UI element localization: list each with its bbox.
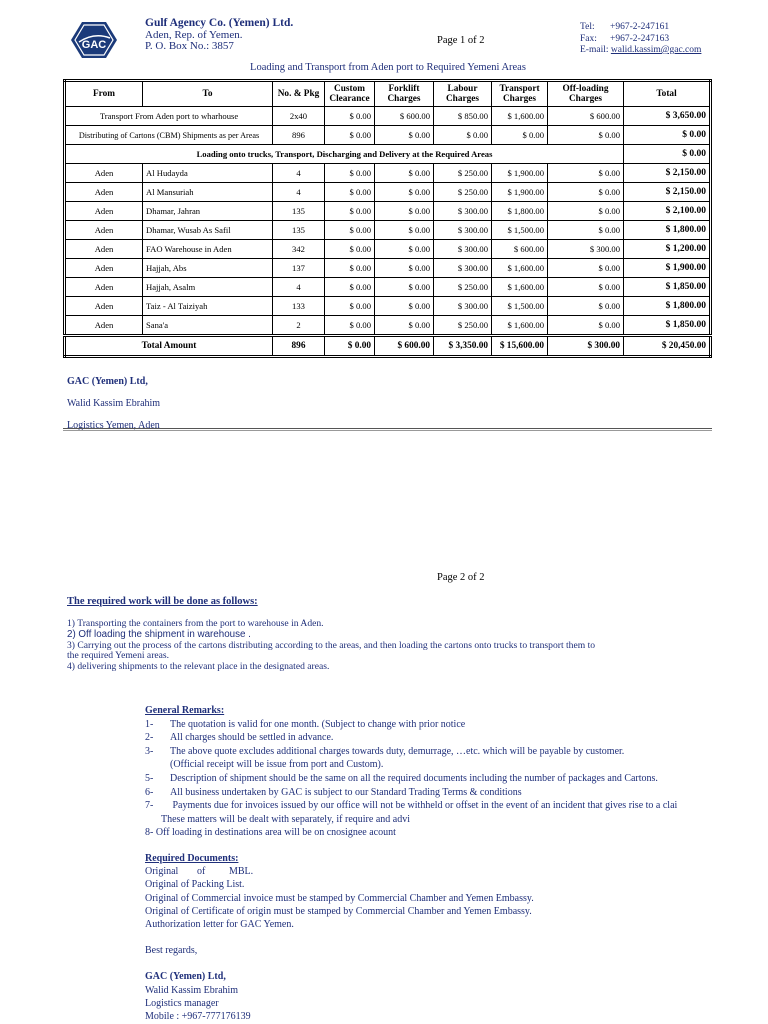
header-custom: Custom Clearance bbox=[325, 81, 375, 107]
row-pkg: 896 bbox=[273, 126, 325, 145]
total-forklift: $ 600.00 bbox=[375, 336, 434, 357]
cell-offload: $ 300.00 bbox=[548, 240, 624, 259]
quote-table bbox=[63, 79, 712, 358]
cell-forklift: $ 0.00 bbox=[375, 240, 434, 259]
page-number: Page 1 of 2 bbox=[437, 35, 485, 46]
remark-continuation: These matters will be dealt with separately, if require and advi bbox=[161, 813, 410, 825]
total-pkg: 896 bbox=[273, 336, 325, 357]
row-labour: $ 850.00 bbox=[434, 107, 492, 126]
header-from: From bbox=[65, 81, 143, 107]
cell-labour: $ 300.00 bbox=[434, 202, 492, 221]
header-forklift: Forklift Charges bbox=[375, 81, 434, 107]
cell-custom: $ 0.00 bbox=[325, 259, 375, 278]
table-row bbox=[65, 202, 711, 221]
section-label: Loading onto trucks, Transport, Discharging and Delivery at the Required Areas bbox=[65, 145, 624, 164]
doc-item: Authorization letter for GAC Yemen. bbox=[145, 919, 294, 931]
cell-pkg: 342 bbox=[273, 240, 325, 259]
cell-custom: $ 0.00 bbox=[325, 221, 375, 240]
remark-item-8: 8- Off loading in destinations area will be on cnosignee acount bbox=[145, 827, 396, 839]
cell-forklift: $ 0.00 bbox=[375, 259, 434, 278]
document-title: Loading and Transport from Aden port to Required Yemeni Areas bbox=[250, 62, 526, 73]
cell-transport: $ 1,500.00 bbox=[492, 221, 548, 240]
cell-labour: $ 300.00 bbox=[434, 259, 492, 278]
work-item: 4) delivering shipments to the relevant place in the designated areas. bbox=[67, 661, 330, 673]
work-item: 2) Off loading the shipment in warehouse . bbox=[67, 628, 251, 640]
row-labour: $ 0.00 bbox=[434, 126, 492, 145]
cell-custom: $ 0.00 bbox=[325, 240, 375, 259]
cell-from: Aden bbox=[65, 240, 143, 259]
header-labour: Labour Charges bbox=[434, 81, 492, 107]
cell-transport: $ 600.00 bbox=[492, 240, 548, 259]
cell-to: Taiz - Al Taiziyah bbox=[143, 297, 273, 316]
cell-total: $ 2,150.00 bbox=[624, 164, 711, 183]
cell-to: Dhamar, Jahran bbox=[143, 202, 273, 221]
cell-total: $ 1,850.00 bbox=[624, 316, 711, 336]
row-total: $ 3,650.00 bbox=[624, 107, 711, 126]
cell-forklift: $ 0.00 bbox=[375, 202, 434, 221]
cell-transport: $ 1,600.00 bbox=[492, 259, 548, 278]
work-item: 3) Carrying out the process of the cartons distributing according to the areas, and then loading the cartons onto trucks to transport them to bbox=[67, 639, 596, 651]
logo-text: GAC bbox=[81, 39, 107, 51]
cell-total: $ 2,100.00 bbox=[624, 202, 711, 221]
total-labour: $ 3,350.00 bbox=[434, 336, 492, 357]
cell-total: $ 1,900.00 bbox=[624, 259, 711, 278]
cell-forklift: $ 0.00 bbox=[375, 278, 434, 297]
gac-logo bbox=[70, 20, 118, 60]
table-row bbox=[65, 164, 711, 183]
company-name: Gulf Agency Co. (Yemen) Ltd. bbox=[145, 17, 294, 29]
cell-transport: $ 1,900.00 bbox=[492, 183, 548, 202]
cell-offload: $ 0.00 bbox=[548, 202, 624, 221]
doc-item-mbl: Original of MBL. bbox=[145, 866, 254, 878]
cell-total: $ 1,800.00 bbox=[624, 221, 711, 240]
header-transport: Transport Charges bbox=[492, 81, 548, 107]
cell-total: $ 2,150.00 bbox=[624, 183, 711, 202]
cell-transport: $ 1,800.00 bbox=[492, 202, 548, 221]
table-row bbox=[65, 240, 711, 259]
cell-to: Sana'a bbox=[143, 316, 273, 336]
cell-from: Aden bbox=[65, 297, 143, 316]
cell-pkg: 135 bbox=[273, 221, 325, 240]
email-link[interactable]: walid.kassim@gac.com bbox=[610, 45, 702, 55]
company-address-1: Aden, Rep. of Yemen. bbox=[145, 29, 243, 41]
cell-pkg: 133 bbox=[273, 297, 325, 316]
tel-value: +967-2-247161 bbox=[610, 22, 670, 32]
row-total: $ 0.00 bbox=[624, 126, 711, 145]
table-row bbox=[65, 278, 711, 297]
docs-heading: Required Documents: bbox=[145, 853, 239, 864]
table-row bbox=[65, 183, 711, 202]
row-desc: Distributing of Cartons (CBM) Shipments as per Areas bbox=[65, 126, 273, 145]
cell-to: FAO Warehouse in Aden bbox=[143, 240, 273, 259]
sig-role: Logistics Yemen, Aden bbox=[67, 420, 160, 431]
cell-to: Dhamar, Wusab As Safil bbox=[143, 221, 273, 240]
work-item: the required Yemeni areas. bbox=[67, 650, 170, 662]
cell-forklift: $ 0.00 bbox=[375, 221, 434, 240]
cell-labour: $ 250.00 bbox=[434, 164, 492, 183]
cell-from: Aden bbox=[65, 316, 143, 336]
cell-offload: $ 0.00 bbox=[548, 297, 624, 316]
cell-from: Aden bbox=[65, 278, 143, 297]
contact-block bbox=[580, 22, 701, 57]
row-forklift: $ 0.00 bbox=[375, 126, 434, 145]
table-row bbox=[65, 316, 711, 336]
sig-company: GAC (Yemen) Ltd, bbox=[67, 376, 148, 387]
row-custom: $ 0.00 bbox=[325, 107, 375, 126]
sig-name: Walid Kassim Ebrahim bbox=[67, 398, 161, 409]
cell-to: Hajjah, Abs bbox=[143, 259, 273, 278]
cell-total: $ 1,200.00 bbox=[624, 240, 711, 259]
remark-item: 5- Description of shipment should be the same on all the required documents including the number of packages and Cartons. bbox=[145, 772, 658, 784]
header-offload: Off-loading Charges bbox=[548, 81, 624, 107]
total-custom: $ 0.00 bbox=[325, 336, 375, 357]
cell-custom: $ 0.00 bbox=[325, 202, 375, 221]
remark-item: 7- Payments due for invoices issued by our office will not be withheld or offset in the event of an incident that gives rise to a clai bbox=[145, 800, 678, 812]
cell-pkg: 4 bbox=[273, 183, 325, 202]
row-transport: $ 0.00 bbox=[492, 126, 548, 145]
table-row bbox=[65, 259, 711, 278]
cell-custom: $ 0.00 bbox=[325, 316, 375, 336]
work-item: 1) Transporting the containers from the port to warehouse in Aden. bbox=[67, 618, 324, 629]
doc-item: Original of Certificate of origin must be stamped by Commercial Chamber and Yemen Embassy. bbox=[145, 905, 532, 917]
fax-value: +967-2-247163 bbox=[610, 33, 670, 44]
table-header-row bbox=[65, 81, 711, 107]
cell-labour: $ 300.00 bbox=[434, 240, 492, 259]
cell-custom: $ 0.00 bbox=[325, 297, 375, 316]
remark-item: 2- All charges should be settled in advance. bbox=[145, 732, 334, 744]
cell-from: Aden bbox=[65, 183, 143, 202]
cell-pkg: 135 bbox=[273, 202, 325, 221]
cell-transport: $ 1,600.00 bbox=[492, 278, 548, 297]
cell-to: Hajjah, Asalm bbox=[143, 278, 273, 297]
cell-labour: $ 250.00 bbox=[434, 183, 492, 202]
cell-labour: $ 300.00 bbox=[434, 297, 492, 316]
cell-custom: $ 0.00 bbox=[325, 183, 375, 202]
cell-offload: $ 0.00 bbox=[548, 316, 624, 336]
cell-pkg: 4 bbox=[273, 278, 325, 297]
tel-label: Tel: bbox=[580, 22, 595, 32]
table-row-transport bbox=[65, 107, 711, 126]
cell-forklift: $ 0.00 bbox=[375, 297, 434, 316]
header-total: Total bbox=[624, 81, 711, 107]
cell-labour: $ 250.00 bbox=[434, 278, 492, 297]
doc-item: Original of Commercial invoice must be stamped by Commercial Chamber and Yemen Embassy. bbox=[145, 892, 534, 904]
company-block bbox=[145, 18, 293, 52]
total-label: Total Amount bbox=[65, 336, 273, 357]
cell-custom: $ 0.00 bbox=[325, 164, 375, 183]
cell-from: Aden bbox=[65, 202, 143, 221]
row-offload: $ 0.00 bbox=[548, 126, 624, 145]
email-label: E-mail: bbox=[580, 45, 609, 55]
cell-transport: $ 1,600.00 bbox=[492, 316, 548, 336]
sign-company: GAC (Yemen) Ltd, bbox=[145, 971, 226, 983]
cell-from: Aden bbox=[65, 221, 143, 240]
cell-to: Al Hudayda bbox=[143, 164, 273, 183]
cell-pkg: 2 bbox=[273, 316, 325, 336]
cell-offload: $ 0.00 bbox=[548, 183, 624, 202]
fax-label: Fax: bbox=[580, 33, 597, 44]
cell-offload: $ 0.00 bbox=[548, 259, 624, 278]
page-number-2: Page 2 of 2 bbox=[437, 572, 485, 583]
cell-to: Al Mansuriah bbox=[143, 183, 273, 202]
cell-offload: $ 0.00 bbox=[548, 278, 624, 297]
sign-role: Logistics manager bbox=[145, 997, 219, 1009]
table-section-row bbox=[65, 145, 711, 164]
row-pkg: 2x40 bbox=[273, 107, 325, 126]
cell-forklift: $ 0.00 bbox=[375, 164, 434, 183]
header-to: To bbox=[143, 81, 273, 107]
cell-offload: $ 0.00 bbox=[548, 164, 624, 183]
cell-labour: $ 300.00 bbox=[434, 221, 492, 240]
general-remarks bbox=[145, 704, 745, 840]
total-offload: $ 300.00 bbox=[548, 336, 624, 357]
remark-item: 1- The quotation is valid for one month. (Subject to change with prior notice bbox=[145, 718, 466, 730]
remark-item: 3- The above quote excludes additional charges towards duty, demurrage, …etc. which will be payable by customer. bbox=[145, 745, 625, 757]
cell-total: $ 1,800.00 bbox=[624, 297, 711, 316]
row-transport: $ 1,600.00 bbox=[492, 107, 548, 126]
table-row bbox=[65, 297, 711, 316]
doc-item: Original of Packing List. bbox=[145, 879, 245, 891]
row-custom: $ 0.00 bbox=[325, 126, 375, 145]
cell-pkg: 4 bbox=[273, 164, 325, 183]
required-documents bbox=[145, 852, 534, 1023]
remark-item: 6- All business undertaken by GAC is subject to our Standard Trading Terms & conditions bbox=[145, 786, 522, 798]
table-row bbox=[65, 221, 711, 240]
sign-mobile: Mobile : +967-777176139 bbox=[145, 1011, 251, 1023]
remark-item: (Official receipt will be issue from port and Custom). bbox=[170, 759, 384, 771]
cell-transport: $ 1,900.00 bbox=[492, 164, 548, 183]
divider bbox=[63, 428, 712, 431]
total-grand: $ 20,450.00 bbox=[624, 336, 711, 357]
company-address-2: P. O. Box No.: 3857 bbox=[145, 40, 234, 52]
cell-custom: $ 0.00 bbox=[325, 278, 375, 297]
row-offload: $ 600.00 bbox=[548, 107, 624, 126]
cell-from: Aden bbox=[65, 164, 143, 183]
work-list bbox=[67, 619, 627, 673]
row-desc: Transport From Aden port to wharhouse bbox=[65, 107, 273, 126]
cell-transport: $ 1,500.00 bbox=[492, 297, 548, 316]
cell-offload: $ 0.00 bbox=[548, 221, 624, 240]
cell-forklift: $ 0.00 bbox=[375, 316, 434, 336]
closing: Best regards, bbox=[145, 945, 198, 957]
work-heading: The required work will be done as follows: bbox=[67, 596, 258, 607]
cell-forklift: $ 0.00 bbox=[375, 183, 434, 202]
table-total-row bbox=[65, 336, 711, 357]
table-row-distributing bbox=[65, 126, 711, 145]
header-pkg: No. & Pkg bbox=[273, 81, 325, 107]
total-transport: $ 15,600.00 bbox=[492, 336, 548, 357]
remarks-heading: General Remarks: bbox=[145, 705, 225, 716]
cell-from: Aden bbox=[65, 259, 143, 278]
cell-total: $ 1,850.00 bbox=[624, 278, 711, 297]
section-total: $ 0.00 bbox=[624, 145, 711, 164]
row-forklift: $ 600.00 bbox=[375, 107, 434, 126]
cell-pkg: 137 bbox=[273, 259, 325, 278]
sign-name: Walid Kassim Ebrahim bbox=[145, 984, 239, 996]
cell-labour: $ 250.00 bbox=[434, 316, 492, 336]
